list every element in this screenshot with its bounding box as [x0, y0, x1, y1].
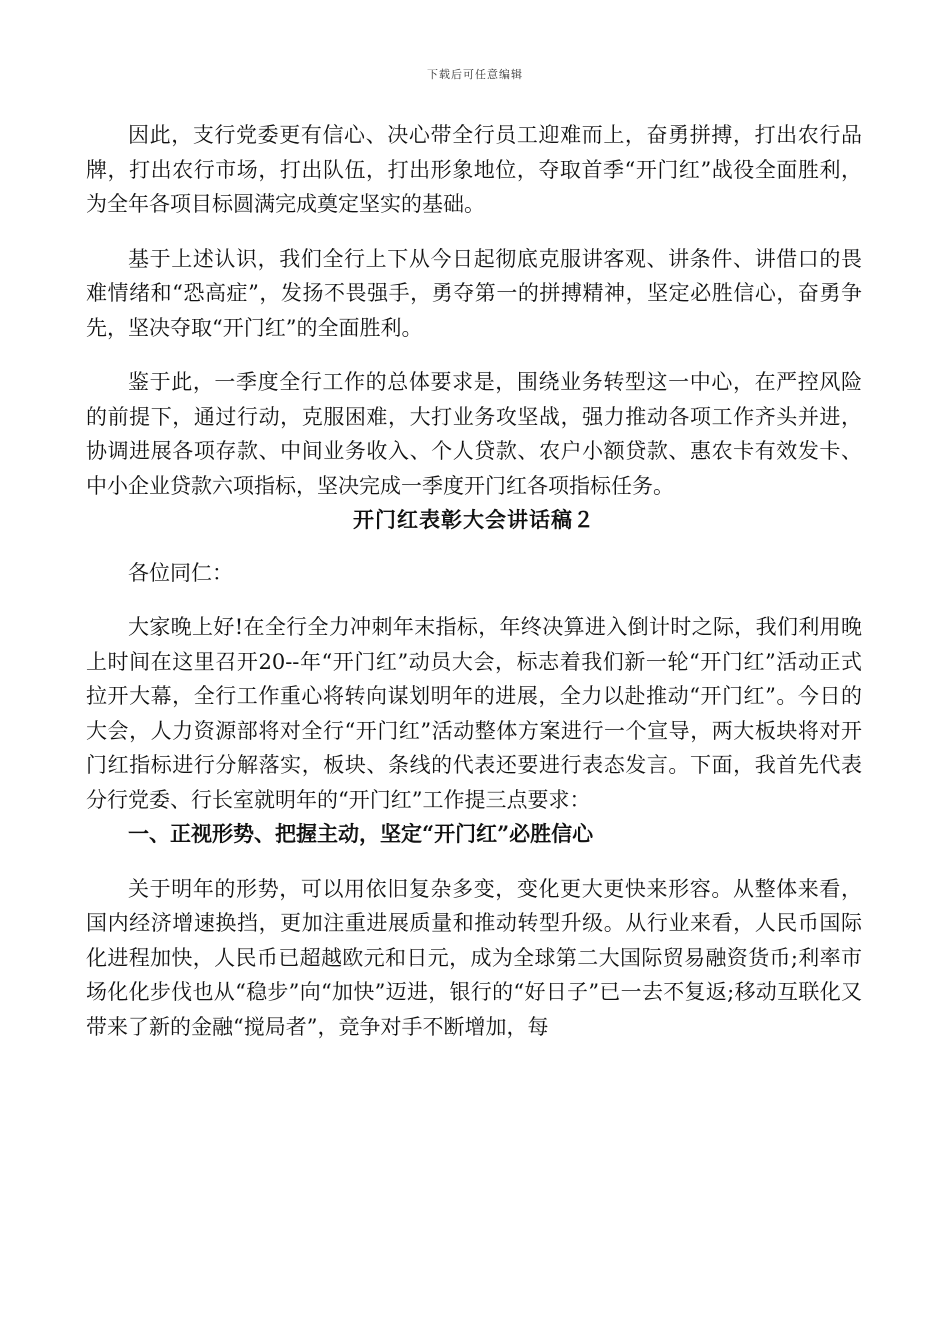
- heading-1: 一、正视形势、把握主动，坚定“开门红”必胜信心: [128, 821, 594, 846]
- paragraph-3: 鉴于此，一季度全行工作的总体要求是，围绕业务转型这一中心，在严控风险的前提下，通过行动，克服困难，大打业务攻坚战，强力推动各项工作齐头并进，协调进展各项存款、中间业务收入、个人贷款、农户小额贷款、惠农卡有效发卡、中小企业贷款六项指标，坚决完成一季度开门红各项指标任务。: [86, 370, 862, 498]
- greeting: 各位同仁：: [128, 560, 233, 585]
- paragraph-1: 因此，支行党委更有信心、决心带全行员工迎难而上，奋勇拼搏，打出农行品牌，打出农行市场，打出队伍，打出形象地位，夺取首季“开门红”战役全面胜利，为全年各项目标圆满完成奠定坚实的基础。: [86, 123, 862, 216]
- document-body: [86, 118, 862, 1044]
- paragraph-4: 大家晚上好!在全行全力冲刺年末指标，年终决算进入倒计时之际，我们利用晚上时间在这里召开20--年“开门红”动员大会，标志着我们新一轮“开门红”活动正式拉开大幕，全行工作重心将转向谋划明年的进展，全力以赴推动“开门红”。今日的大会，人力资源部将对全行“开门红”活动整体方案进行一个宣导，两大板块将对开门红指标进行分解落实，板块、条线的代表还要进行表态发言。下面，我首先代表分行党委、行长室就明年的“开门红”工作提三点要求：: [86, 615, 862, 812]
- paragraph-5: 关于明年的形势，可以用依旧复杂多变，变化更大更快来形容。从整体来看，国内经济增速换挡，更加注重进展质量和推动转型升级。从行业来看，人民币国际化进程加快，人民币已超越欧元和日元，成为全球第二大国际贸易融资货币;利率市场化化步伐也从“稳步”向“加快”迈进，银行的“好日子”已一去不复返;移动互联化又带来了新的金融“搅局者”，竞争对手不断增加，每: [86, 876, 862, 1039]
- paragraph-2: 基于上述认识，我们全行上下从今日起彻底克服讲客观、讲条件、讲借口的畏难情绪和“恐高症”，发扬不畏强手，勇夺第一的拼搏精神，坚定必胜信心，奋勇争先，坚决夺取“开门红”的全面胜利。: [86, 246, 862, 340]
- page-header: 下载后可任意编辑: [427, 68, 523, 81]
- section-title: 开门红表彰大会讲话稿２: [353, 507, 595, 532]
